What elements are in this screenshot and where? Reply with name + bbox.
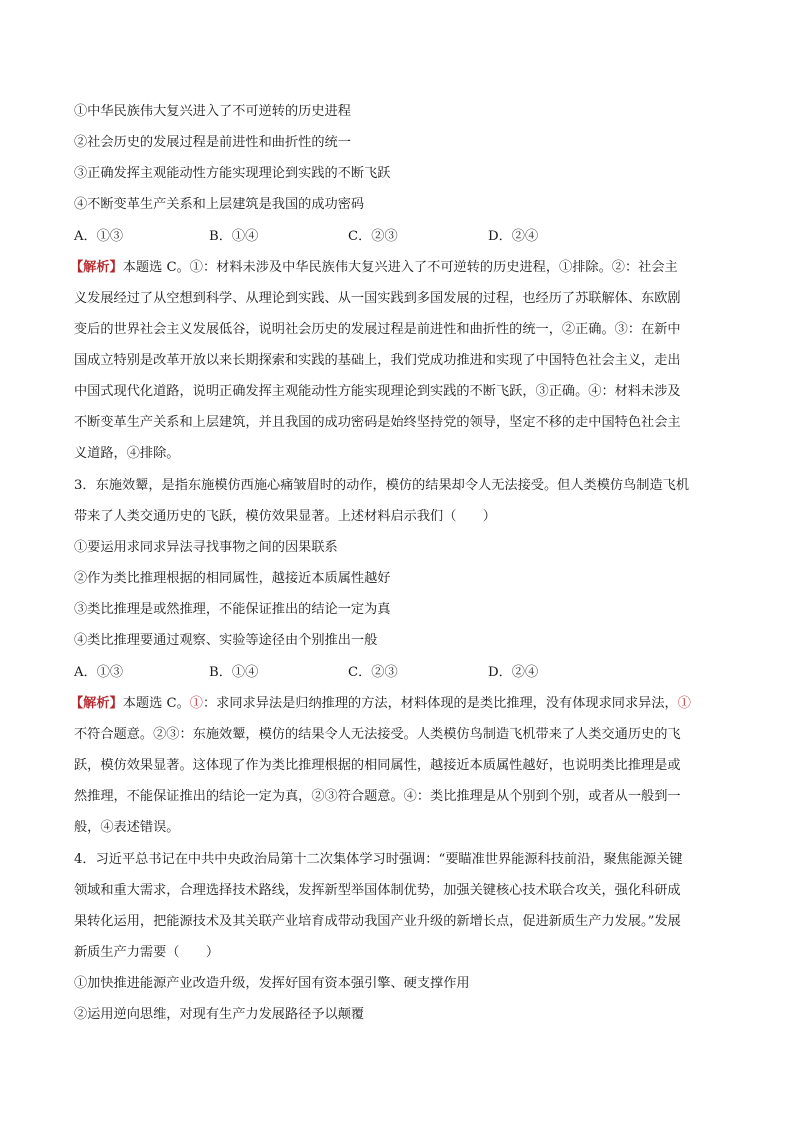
q3-statement-3: ③类比推理是或然推理，不能保证推出的结论一定为真 [74, 602, 391, 617]
q3-statement-4: ④类比推理要通过观察、实验等途径由个别推出一般 [74, 633, 378, 648]
q3-option-a: A．①③ [74, 665, 124, 680]
q3-option-d: D．②④ [488, 665, 539, 680]
q4-stem-line-3: 果转化运用，把能源技术及其关联产业培育成带动我国产业升级的新增长点，促进新质生产力发展。”发展 [74, 914, 681, 929]
q3-analysis-line-2: 不符合题意。②③：东施效颦，模仿的结果令人无法接受。人类模仿鸟制造飞机带来了人类交通历史的飞 [74, 727, 681, 742]
q3-stem-line-1: 3．东施效颦，是指东施模仿西施心痛皱眉时的动作，模仿的结果却令人无法接受。但人类模仿鸟制造飞机 [74, 478, 690, 493]
q3-analysis-line-5: 般，④表述错误。 [74, 820, 180, 835]
q2-analysis-line-7: 义道路，④排除。 [74, 446, 180, 461]
q3-stem-line-2: 带来了人类交通历史的飞跃，模仿效果显著。上述材料启示我们（ ） [74, 509, 496, 524]
q2-option-d: D．②④ [488, 229, 539, 244]
q2-statement-2: ②社会历史的发展过程是前进性和曲折性的统一 [74, 135, 351, 150]
q3-option-c: C．②③ [348, 665, 398, 680]
q2-analysis-line-1: 【解析】本题选 C。①：材料未涉及中华民族伟大复兴进入了不可逆转的历史进程，①排除。②：社会主 [70, 260, 678, 275]
q3-analysis-line-4: 然推理，不能保证推出的结论一定为真，②③符合题意。④：类比推理是从个别到个别，或者从一般到一 [74, 789, 681, 804]
q3-statement-2: ②作为类比推理根据的相同属性，越接近本质属性越好 [74, 571, 391, 586]
q4-stem-line-1: 4．习近平总书记在中共中央政治局第十二次集体学习时强调：“要瞄准世界能源科技前沿，聚焦能源关键 [74, 852, 683, 867]
q4-stem-line-4: 新质生产力需要（ ） [74, 945, 220, 960]
q2-option-b: B．①④ [209, 229, 259, 244]
q2-statement-4: ④不断变革生产关系和上层建筑是我国的成功密码 [74, 197, 365, 212]
q2-analysis-line-4: 国成立特别是改革开放以来长期探索和实践的基础上，我们党成功推进和实现了中国特色社会主义，走出 [74, 353, 681, 368]
q3-option-b: B．①④ [209, 665, 259, 680]
q2-statement-3: ③正确发挥主观能动性方能实现理论到实践的不断飞跃 [74, 166, 391, 181]
q4-stem-line-2: 领域和重大需求，合理选择技术路线，发挥新型举国体制优势，加强关键核心技术联合攻关，强化科研成 [74, 883, 681, 898]
q3-statement-1: ①要运用求同求异法寻找事物之间的因果联系 [74, 540, 338, 555]
q4-statement-1: ①加快推进能源产业改造升级，发挥好国有资本强引擎、硬支撑作用 [74, 976, 470, 991]
q2-statement-1: ①中华民族伟大复兴进入了不可逆转的历史进程 [74, 104, 351, 119]
q2-option-c: C．②③ [348, 229, 398, 244]
q3-analysis-line-1: 【解析】本题选 C。①：求同求异法是归纳推理的方法，材料体现的是类比推理，没有体现求同求异法，① [70, 696, 691, 711]
q2-options [74, 228, 538, 246]
q2-analysis-line-6: 不断变革生产关系和上层建筑，并且我国的成功密码是始终坚持党的领导，坚定不移的走中国特色社会主 [74, 415, 681, 430]
q2-analysis-line-5: 中国式现代化道路，说明正确发挥主观能动性方能实现理论到实践的不断飞跃，③正确。④：材料未涉及 [74, 384, 681, 399]
q2-option-a: A．①③ [74, 229, 124, 244]
q4-statement-2: ②运用逆向思维，对现有生产力发展路径予以颠覆 [74, 1007, 365, 1022]
q2-analysis-line-3: 变后的世界社会主义发展低谷，说明社会历史的发展过程是前进性和曲折性的统一，②正确。③：在新中 [74, 322, 681, 337]
q2-analysis-tag: 【解析】 [70, 260, 123, 275]
q3-analysis-tag: 【解析】 [70, 696, 123, 711]
q3-options [74, 664, 538, 682]
q3-analysis-line-3: 跃，模仿效果显著。这体现了作为类比推理根据的相同属性，越接近本质属性越好，也说明类比推理是或 [74, 758, 681, 773]
q2-analysis-line-2: 义发展经过了从空想到科学、从理论到实践、从一国实践到多国发展的过程，也经历了苏联解体、东欧剧 [74, 291, 681, 306]
